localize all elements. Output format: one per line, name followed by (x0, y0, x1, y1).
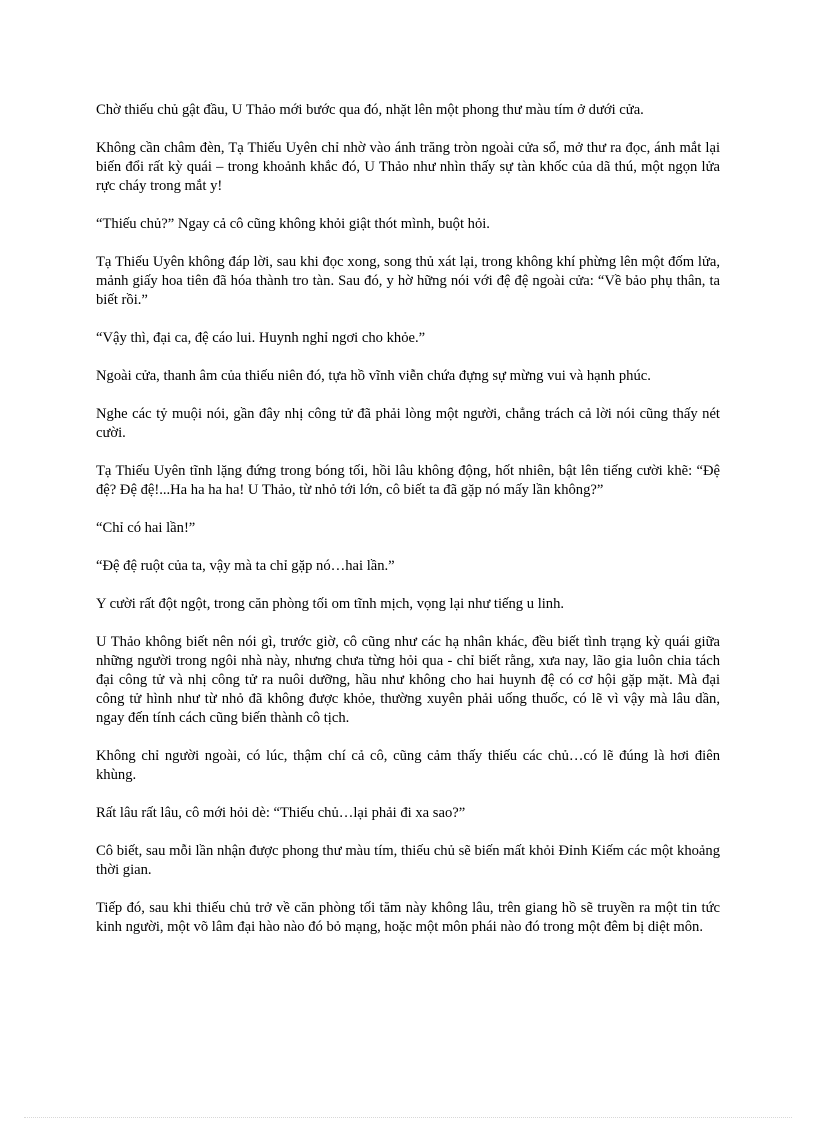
paragraph: Tạ Thiếu Uyên không đáp lời, sau khi đọc xong, song thủ xát lại, trong không khí phừng lên một đốm lửa, mảnh giấy hoa tiên đã hóa thành tro tàn. Sau đó, y hờ hững nói với đệ đệ ngoài cửa: “Về bảo phụ thân, ta biết rồi.” (96, 254, 720, 308)
paragraph: Tiếp đó, sau khi thiếu chủ trở về căn phòng tối tăm này không lâu, trên giang hồ sẽ truyền ra một tin tức kinh người, một võ lâm đại hào nào đó bỏ mạng, hoặc một môn phái nào đó trong một đêm bị diệt môn. (96, 900, 720, 935)
paragraph: Chờ thiếu chủ gật đầu, U Thảo mới bước qua đó, nhặt lên một phong thư màu tím ở dưới cửa. (96, 102, 644, 118)
paragraph: Nghe các tỷ muội nói, gần đây nhị công tử đã phải lòng một người, chẳng trách cả lời nói cũng thấy nét cười. (96, 406, 720, 441)
paragraph: Không chỉ người ngoài, có lúc, thậm chí cả cô, cũng cảm thấy thiếu các chủ…có lẽ đúng là hơi điên khùng. (96, 748, 720, 783)
paragraph: Rất lâu rất lâu, cô mới hỏi dè: “Thiếu chủ…lại phải đi xa sao?” (96, 805, 466, 821)
paragraph: “Thiếu chủ?” Ngay cả cô cũng không khỏi giật thót mình, buột hỏi. (96, 216, 490, 232)
paragraph: “Chỉ có hai lần!” (96, 520, 196, 536)
document-body (96, 101, 720, 956)
paragraph: Tạ Thiếu Uyên tĩnh lặng đứng trong bóng tối, hồi lâu không động, hốt nhiên, bật lên tiếng cười khẽ: “Đệ đệ? Đệ đệ!...Ha ha ha ha! U Thảo, từ nhỏ tới lớn, cô biết ta đã gặp nó mấy lần không?” (96, 463, 720, 498)
paragraph: “Đệ đệ ruột của ta, vậy mà ta chỉ gặp nó…hai lần.” (96, 558, 395, 574)
page-bottom-divider (24, 1117, 792, 1118)
paragraph: Cô biết, sau mỗi lần nhận được phong thư màu tím, thiếu chủ sẽ biến mất khỏi Đỉnh Kiếm các một khoảng thời gian. (96, 843, 720, 878)
paragraph: Không cần châm đèn, Tạ Thiếu Uyên chỉ nhờ vào ánh trăng tròn ngoài cửa sổ, mở thư ra đọc, ánh mắt lại biến đổi rất kỳ quái – trong khoảnh khắc đó, U Thảo như nhìn thấy sự tàn khốc của dã thú, một ngọn lửa rực cháy trong mắt y! (96, 140, 720, 194)
paragraph: U Thảo không biết nên nói gì, trước giờ, cô cũng như các hạ nhân khác, đều biết tình trạng kỳ quái giữa những người trong ngôi nhà này, nhưng chưa từng hỏi qua - chỉ biết rằng, xưa nay, lão gia luôn chia tách đại công tử và nhị công tử ra nuôi dưỡng, hầu như không cho hai huynh đệ có cơ hội gặp mặt. Mà đại công tử hình như từ nhỏ đã không được khỏe, thường xuyên phải uống thuốc, có lẽ vì vậy mà lâu dần, ngay đến tính cách cũng biến thành cô tịch. (96, 634, 720, 726)
paragraph: Ngoài cửa, thanh âm của thiếu niên đó, tựa hồ vĩnh viễn chứa đựng sự mừng vui và hạnh phúc. (96, 368, 651, 384)
paragraph: Y cười rất đột ngột, trong căn phòng tối om tĩnh mịch, vọng lại như tiếng u linh. (96, 596, 565, 612)
paragraph: “Vậy thì, đại ca, đệ cáo lui. Huynh nghỉ ngơi cho khỏe.” (96, 330, 426, 346)
